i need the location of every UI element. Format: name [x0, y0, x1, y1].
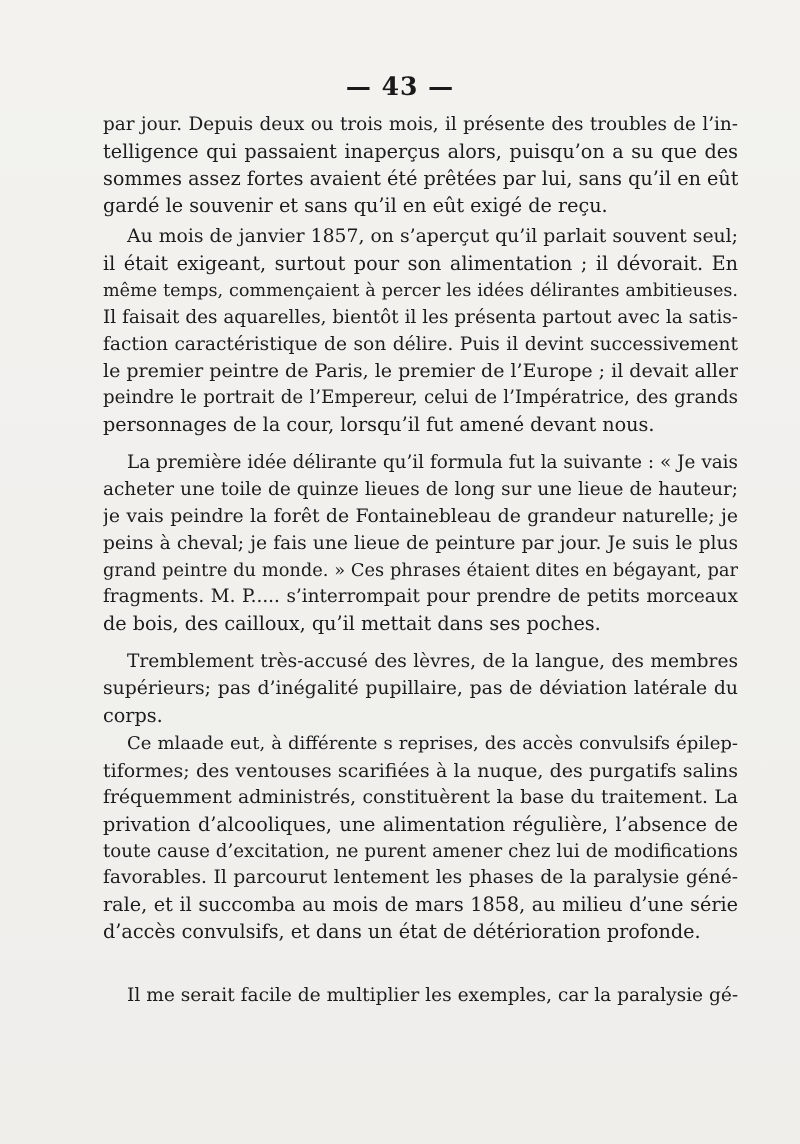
text-line: gardé le souvenir et sans qu’il en eût exigé de reçu. — [103, 193, 608, 217]
text-line: sommes assez fortes avaient été prêtées par lui, sans qu’il en eût — [103, 166, 738, 190]
text-line: supérieurs; pas d’inégalité pupillaire, pas de déviation latérale du — [103, 677, 738, 699]
text-line: le premier peintre de Paris, le premier de l’Europe ; il devait aller — [103, 360, 738, 383]
text-line: Il me serait facile de multiplier les exemples, car la paralysie gé- — [127, 985, 738, 1006]
text-line: fréquemment administrés, constituèrent la base du traitement. La — [103, 786, 738, 808]
text-line: Il faisait des aquarelles, bientôt il les présenta partout avec la satis- — [103, 306, 738, 328]
text-line: telligence qui passaient inaperçus alors, puisqu’on a su que des — [103, 139, 738, 163]
text-line: je vais peindre la forêt de Fontainebleau de grandeur naturelle; je — [103, 505, 738, 527]
text-line: par jour. Depuis deux ou trois mois, il présente des troubles de l’in- — [103, 114, 738, 135]
paragraph-6 — [103, 983, 738, 1010]
text-line: Au mois de janvier 1857, on s’aperçut qu’il parlait souvent seul; — [127, 226, 738, 247]
text-line: faction caractéristique de son délire. Puis il devint successivement — [103, 333, 738, 355]
paragraph-5 — [103, 731, 738, 946]
page-number: — 43 — — [345, 72, 455, 101]
text-line: peins à cheval; je fais une lieue de peinture par jour. Je suis le plus — [103, 532, 738, 554]
paragraph-4 — [103, 649, 738, 730]
paragraph-3 — [103, 450, 738, 638]
text-line: toute cause d’excitation, ne purent amener chez lui de modifications — [103, 840, 738, 862]
text-line: Ce mlaade eut, à différente s reprises, des accès convulsifs épilep- — [127, 733, 738, 754]
text-line: La première idée délirante qu’il formula fut la suivante : « Je vais — [127, 452, 738, 473]
text-line: d’accès convulsifs, et dans un état de détérioration profonde. — [103, 920, 701, 944]
text-line: de bois, des cailloux, qu’il mettait dans ses poches. — [103, 612, 601, 636]
text-line: acheter une toile de quinze lieues de long sur une lieue de hauteur; — [103, 478, 738, 500]
text-line: grand peintre du monde. » Ces phrases étaient dites en bégayant, par — [103, 559, 738, 581]
text-line: peindre le portrait de l’Empereur, celui de l’Impératrice, des grands — [103, 387, 738, 409]
text-line: corps. — [103, 703, 163, 727]
text-line: fragments. M. P..... s’interrompait pour prendre de petits morceaux — [103, 586, 738, 608]
text-line: il était exigeant, surtout pour son alimentation ; il dévorait. En — [103, 251, 738, 275]
paragraph-2 — [103, 224, 738, 439]
paragraph-1 — [103, 112, 738, 220]
text-line: privation d’alcooliques, une alimentation régulière, l’absence de — [103, 812, 738, 836]
text-line: même temps, commençaient à percer les idées délirantes ambitieuses. — [103, 280, 738, 301]
text-line: favorables. Il parcourut lentement les phases de la paralysie géné- — [103, 867, 738, 889]
text-line: Tremblement très-accusé des lèvres, de la langue, des membres — [127, 651, 738, 672]
text-line: tiformes; des ventouses scarifiées à la nuque, des purgatifs salins — [103, 759, 738, 782]
text-line: personnages de la cour, lorsqu’il fut amené devant nous. — [103, 413, 655, 437]
text-line: rale, et il succomba au mois de mars 1858, au milieu d’une série — [103, 893, 738, 917]
